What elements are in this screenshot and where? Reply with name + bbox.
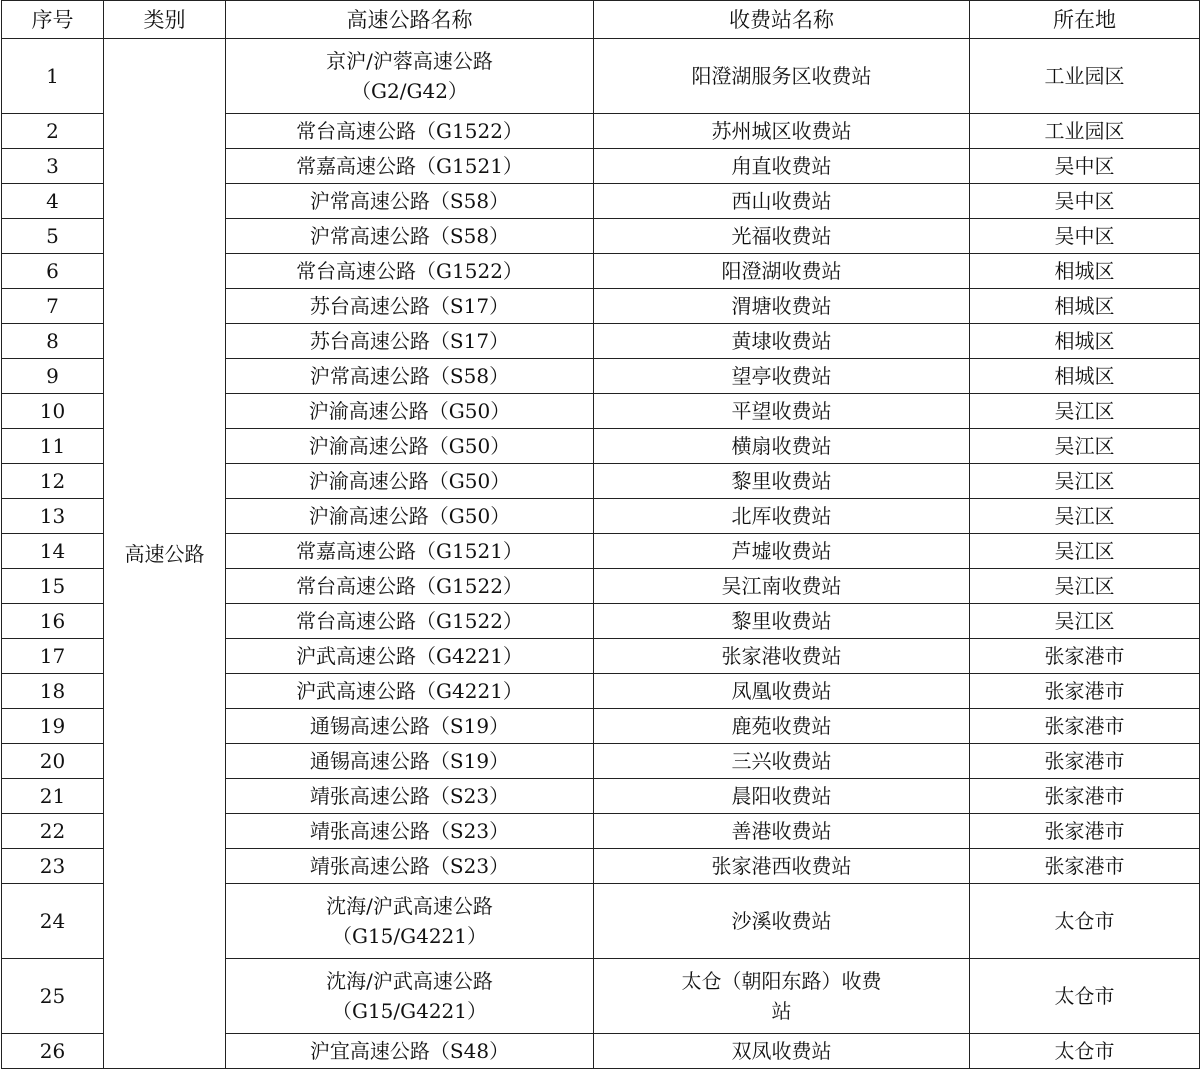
station-name-text: 望亭收费站 [731,364,832,388]
cell-highway-name [226,429,594,464]
header-station-name: 收费站名称 [594,1,970,39]
cell-highway-name [226,254,594,289]
cell-index: 6 [2,254,104,289]
cell-highway-name [226,849,594,884]
cell-station-name [594,394,970,429]
cell-highway-name [226,359,594,394]
cell-location: 张家港市 [970,814,1200,849]
cell-highway-name [226,39,594,114]
cell-location: 太仓市 [970,1034,1200,1069]
station-name-text: 横扇收费站 [731,434,832,458]
cell-station-name [594,254,970,289]
cell-station-name [594,959,970,1034]
cell-location: 张家港市 [970,779,1200,814]
cell-highway-name [226,324,594,359]
cell-station-name [594,709,970,744]
header-location: 所在地 [970,1,1200,39]
cell-index: 24 [2,884,104,959]
cell-index: 14 [2,534,104,569]
cell-index: 11 [2,429,104,464]
cell-highway-name [226,709,594,744]
cell-highway-name [226,149,594,184]
cell-index: 4 [2,184,104,219]
cell-index: 22 [2,814,104,849]
station-name-text: 甪直收费站 [731,154,832,178]
cell-station-name [594,849,970,884]
cell-category: 高速公路 [104,39,226,1069]
cell-index: 20 [2,744,104,779]
cell-highway-name [226,114,594,149]
station-name-text: 凤凰收费站 [731,679,832,703]
highway-name-text: 常台高速公路（G1522） [296,259,523,283]
station-name-text: 芦墟收费站 [731,539,832,563]
highway-name-text: 苏台高速公路（S17） [309,294,510,318]
cell-location: 张家港市 [970,849,1200,884]
cell-highway-name [226,639,594,674]
cell-index: 13 [2,499,104,534]
cell-index: 7 [2,289,104,324]
cell-highway-name [226,219,594,254]
header-index: 序号 [2,1,104,39]
cell-station-name [594,289,970,324]
station-name-text: 黄埭收费站 [731,329,832,353]
station-name-text: 西山收费站 [731,189,832,213]
highway-code-text: （G15/G4221） [331,999,488,1023]
station-name-text: 双凤收费站 [731,1039,832,1063]
highway-name-text: 沪常高速公路（S58） [309,364,510,388]
cell-highway-name [226,289,594,324]
cell-highway-name [226,884,594,959]
highway-name-text: 沪武高速公路（G4221） [296,679,523,703]
highway-name-text: 靖张高速公路（S23） [309,819,510,843]
cell-station-name [594,569,970,604]
cell-index: 23 [2,849,104,884]
cell-index: 1 [2,39,104,114]
cell-location: 吴江区 [970,534,1200,569]
cell-location: 张家港市 [970,639,1200,674]
station-name-text: 吴江南收费站 [721,574,842,598]
station-name-text: 黎里收费站 [731,469,832,493]
station-name-text: 沙溪收费站 [731,909,832,933]
highway-name-text: 沪常高速公路（S58） [309,189,510,213]
highway-name-text: 常台高速公路（G1522） [296,119,523,143]
cell-index: 5 [2,219,104,254]
cell-index: 17 [2,639,104,674]
highway-name-text: 常台高速公路（G1522） [296,609,523,633]
highway-name-text: 沪渝高速公路（G50） [308,434,511,458]
cell-index: 8 [2,324,104,359]
station-name-text: 北厍收费站 [731,504,832,528]
cell-index: 12 [2,464,104,499]
station-name-text: 张家港西收费站 [711,854,852,878]
cell-highway-name [226,394,594,429]
table-body [2,39,1200,1069]
cell-location: 吴江区 [970,604,1200,639]
cell-station-name [594,359,970,394]
cell-index: 26 [2,1034,104,1069]
station-name-text: 光福收费站 [731,224,832,248]
station-name-text: 太仓（朝阳东路）收费 [681,969,882,993]
cell-location: 相城区 [970,254,1200,289]
cell-highway-name [226,674,594,709]
cell-station-name [594,639,970,674]
highway-name-text: 沪武高速公路（G4221） [296,644,523,668]
cell-highway-name [226,1034,594,1069]
cell-location: 张家港市 [970,674,1200,709]
cell-location: 吴中区 [970,219,1200,254]
station-name-text: 黎里收费站 [731,609,832,633]
highway-name-text: 沪渝高速公路（G50） [308,469,511,493]
highway-name-text: 沪渝高速公路（G50） [308,399,511,423]
highway-name-text: 常嘉高速公路（G1521） [296,539,523,563]
cell-location: 太仓市 [970,884,1200,959]
cell-highway-name [226,569,594,604]
station-name-text: 张家港收费站 [721,644,842,668]
cell-location: 太仓市 [970,959,1200,1034]
station-name-text: 苏州城区收费站 [711,119,852,143]
highway-name-text: 沪渝高速公路（G50） [308,504,511,528]
station-name-text-cont: 站 [771,999,792,1023]
highway-name-text: 靖张高速公路（S23） [309,784,510,808]
cell-station-name [594,149,970,184]
cell-index: 16 [2,604,104,639]
cell-highway-name [226,464,594,499]
highway-name-text: 靖张高速公路（S23） [309,854,510,878]
cell-location: 相城区 [970,289,1200,324]
highway-name-text: 苏台高速公路（S17） [309,329,510,353]
cell-location: 吴江区 [970,464,1200,499]
station-name-text: 晨阳收费站 [731,784,832,808]
cell-index: 9 [2,359,104,394]
header-row [2,1,1200,39]
station-name-text: 平望收费站 [731,399,832,423]
cell-station-name [594,184,970,219]
cell-station-name [594,219,970,254]
toll-station-table [1,0,1200,1069]
cell-highway-name [226,744,594,779]
cell-index: 25 [2,959,104,1034]
cell-highway-name [226,184,594,219]
cell-station-name [594,1034,970,1069]
highway-name-text: 沈海/沪武高速公路 [326,894,493,918]
cell-location: 吴江区 [970,499,1200,534]
cell-station-name [594,324,970,359]
cell-index: 21 [2,779,104,814]
cell-highway-name [226,534,594,569]
cell-index: 10 [2,394,104,429]
cell-location: 吴江区 [970,429,1200,464]
highway-name-text: 通锡高速公路（S19） [309,749,510,773]
cell-location: 工业园区 [970,39,1200,114]
cell-index: 3 [2,149,104,184]
cell-highway-name [226,604,594,639]
highway-name-text: 沈海/沪武高速公路 [326,969,493,993]
table-row [2,39,1200,114]
cell-highway-name [226,959,594,1034]
cell-station-name [594,534,970,569]
highway-name-text: 常嘉高速公路（G1521） [296,154,523,178]
cell-station-name [594,744,970,779]
highway-code-text: （G15/G4221） [331,924,488,948]
highway-name-text: 常台高速公路（G1522） [296,574,523,598]
cell-location: 张家港市 [970,709,1200,744]
cell-location: 相城区 [970,324,1200,359]
header-category: 类别 [104,1,226,39]
highway-code-text: （G2/G42） [351,79,468,103]
cell-station-name [594,674,970,709]
cell-station-name [594,464,970,499]
cell-station-name [594,814,970,849]
station-name-text: 三兴收费站 [731,749,832,773]
cell-station-name [594,114,970,149]
cell-index: 19 [2,709,104,744]
station-name-text: 鹿苑收费站 [731,714,832,738]
cell-index: 18 [2,674,104,709]
header-highway-name: 高速公路名称 [226,1,594,39]
cell-location: 吴中区 [970,184,1200,219]
cell-location: 工业园区 [970,114,1200,149]
highway-name-text: 通锡高速公路（S19） [309,714,510,738]
cell-location: 吴江区 [970,569,1200,604]
station-name-text: 阳澄湖服务区收费站 [691,64,872,88]
station-name-text: 渭塘收费站 [731,294,832,318]
cell-location: 吴中区 [970,149,1200,184]
cell-index: 2 [2,114,104,149]
cell-highway-name [226,779,594,814]
highway-name-text: 京沪/沪蓉高速公路 [326,49,493,73]
cell-location: 张家港市 [970,744,1200,779]
cell-highway-name [226,499,594,534]
station-name-text: 善港收费站 [731,819,832,843]
highway-name-text: 沪宜高速公路（S48） [309,1039,510,1063]
cell-highway-name [226,814,594,849]
station-name-text: 阳澄湖收费站 [721,259,842,283]
cell-station-name [594,604,970,639]
cell-location: 吴江区 [970,394,1200,429]
cell-station-name [594,39,970,114]
cell-station-name [594,779,970,814]
cell-station-name [594,499,970,534]
cell-station-name [594,429,970,464]
highway-name-text: 沪常高速公路（S58） [309,224,510,248]
cell-station-name [594,884,970,959]
cell-index: 15 [2,569,104,604]
cell-location: 相城区 [970,359,1200,394]
